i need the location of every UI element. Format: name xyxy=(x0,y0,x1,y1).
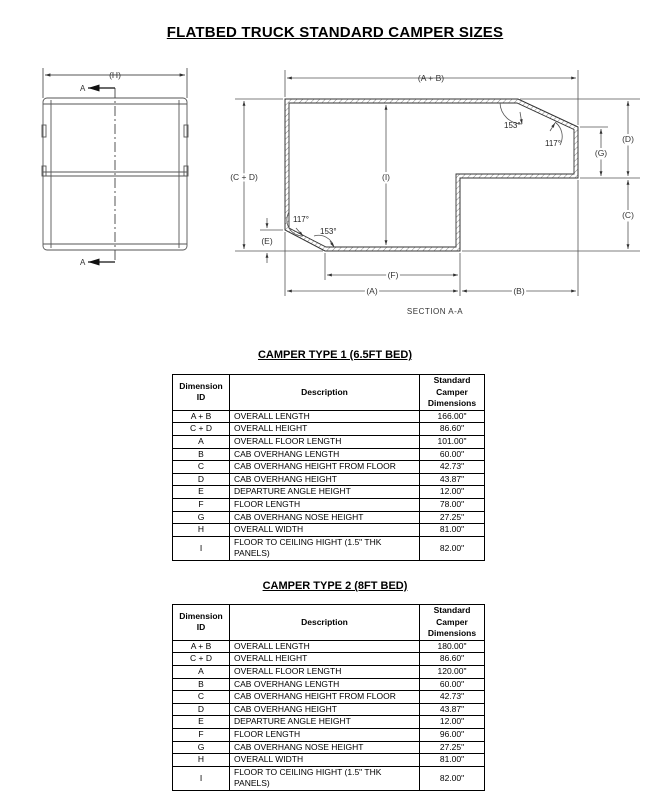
header-standard-dimensions: Standard Camper Dimensions xyxy=(420,375,485,411)
dim-label-g: (G) xyxy=(594,148,608,158)
table-row xyxy=(173,486,485,499)
table-row xyxy=(173,423,485,436)
table-row xyxy=(173,665,485,678)
dim-label-h: (H) xyxy=(109,70,121,80)
table-row xyxy=(173,754,485,767)
cell-dimension-id: G xyxy=(173,741,230,754)
cell-description: DEPARTURE ANGLE HEIGHT xyxy=(230,716,420,729)
spec-table-type-1 xyxy=(172,374,485,561)
cell-dimension-id: A + B xyxy=(173,640,230,653)
table-row xyxy=(173,461,485,474)
cell-description: OVERALL HEIGHT xyxy=(230,423,420,436)
cell-value: 81.00" xyxy=(420,754,485,767)
front-view xyxy=(42,68,188,262)
dim-label-cd: (C + D) xyxy=(230,172,258,182)
cell-value: 60.00" xyxy=(420,448,485,461)
angle-117-top: 117° xyxy=(545,139,561,148)
dim-label-ab: (A + B) xyxy=(417,73,445,83)
header-dimension-id: Dimension ID xyxy=(173,605,230,641)
technical-drawing xyxy=(0,0,670,330)
cell-value: 86.60" xyxy=(420,653,485,666)
cell-description: FLOOR TO CEILING HIGHT (1.5" THK PANELS) xyxy=(230,766,420,790)
cell-value: 42.73" xyxy=(420,461,485,474)
table-row xyxy=(173,524,485,537)
cell-value: 86.60" xyxy=(420,423,485,436)
angle-117-bottom: 117° xyxy=(293,215,309,224)
table-row xyxy=(173,766,485,790)
cell-dimension-id: E xyxy=(173,486,230,499)
cell-value: 96.00" xyxy=(420,728,485,741)
table-row xyxy=(173,536,485,560)
cell-description: OVERALL LENGTH xyxy=(230,410,420,423)
cell-value: 166.00" xyxy=(420,410,485,423)
table-row xyxy=(173,678,485,691)
table-body xyxy=(173,410,485,560)
page-title: FLATBED TRUCK STANDARD CAMPER SIZES xyxy=(166,24,504,41)
table-row xyxy=(173,728,485,741)
cell-description: CAB OVERHANG HEIGHT FROM FLOOR xyxy=(230,461,420,474)
table-row xyxy=(173,691,485,704)
cell-value: 43.87" xyxy=(420,473,485,486)
cell-value: 12.00" xyxy=(420,716,485,729)
cell-description: CAB OVERHANG NOSE HEIGHT xyxy=(230,741,420,754)
cell-description: CAB OVERHANG HEIGHT xyxy=(230,703,420,716)
cell-value: 180.00" xyxy=(420,640,485,653)
cell-dimension-id: H xyxy=(173,754,230,767)
cell-dimension-id: G xyxy=(173,511,230,524)
cell-dimension-id: D xyxy=(173,473,230,486)
cell-dimension-id: I xyxy=(173,536,230,560)
dim-label-d: (D) xyxy=(622,134,634,144)
cell-description: FLOOR LENGTH xyxy=(230,728,420,741)
cell-description: CAB OVERHANG HEIGHT FROM FLOOR xyxy=(230,691,420,704)
cell-dimension-id: B xyxy=(173,448,230,461)
dim-label-b: (B) xyxy=(513,286,525,296)
cell-value: 43.87" xyxy=(420,703,485,716)
cell-dimension-id: I xyxy=(173,766,230,790)
table-2-title: CAMPER TYPE 2 (8FT BED) xyxy=(262,580,408,592)
dim-label-c: (C) xyxy=(622,210,634,220)
cell-dimension-id: E xyxy=(173,716,230,729)
header-description: Description xyxy=(230,375,420,411)
cell-description: CAB OVERHANG NOSE HEIGHT xyxy=(230,511,420,524)
table-row xyxy=(173,498,485,511)
dim-label-e: (E) xyxy=(261,236,273,246)
cell-dimension-id: B xyxy=(173,678,230,691)
cell-dimension-id: C + D xyxy=(173,653,230,666)
angle-153-top: 153° xyxy=(504,121,521,130)
cell-description: DEPARTURE ANGLE HEIGHT xyxy=(230,486,420,499)
cell-description: OVERALL FLOOR LENGTH xyxy=(230,665,420,678)
dim-label-i: (I) xyxy=(381,172,391,182)
cell-value: 12.00" xyxy=(420,486,485,499)
cell-dimension-id: F xyxy=(173,498,230,511)
cell-dimension-id: A xyxy=(173,435,230,448)
section-marker-top: A xyxy=(80,84,86,93)
cell-value: 82.00" xyxy=(420,766,485,790)
section-label: SECTION A-A xyxy=(406,307,464,316)
cell-description: CAB OVERHANG LENGTH xyxy=(230,448,420,461)
cell-dimension-id: A xyxy=(173,665,230,678)
cell-dimension-id: C xyxy=(173,461,230,474)
cell-description: FLOOR LENGTH xyxy=(230,498,420,511)
cell-value: 120.00" xyxy=(420,665,485,678)
table-row xyxy=(173,511,485,524)
header-dimension-id: Dimension ID xyxy=(173,375,230,411)
section-marker-bottom: A xyxy=(80,258,86,267)
dim-label-a: (A) xyxy=(366,286,378,296)
cell-dimension-id: C + D xyxy=(173,423,230,436)
cell-value: 78.00" xyxy=(420,498,485,511)
cell-value: 60.00" xyxy=(420,678,485,691)
table-body xyxy=(173,640,485,790)
cell-dimension-id: F xyxy=(173,728,230,741)
cell-value: 42.73" xyxy=(420,691,485,704)
table-row xyxy=(173,703,485,716)
spec-table-type-2 xyxy=(172,604,485,791)
cell-description: OVERALL HEIGHT xyxy=(230,653,420,666)
cell-value: 101.00" xyxy=(420,435,485,448)
table-row xyxy=(173,410,485,423)
cell-description: CAB OVERHANG HEIGHT xyxy=(230,473,420,486)
cell-dimension-id: H xyxy=(173,524,230,537)
cell-description: OVERALL WIDTH xyxy=(230,524,420,537)
header-description: Description xyxy=(230,605,420,641)
cell-value: 27.25" xyxy=(420,511,485,524)
angle-153-bottom: 153° xyxy=(320,227,337,236)
table-row xyxy=(173,653,485,666)
cell-description: OVERALL WIDTH xyxy=(230,754,420,767)
cell-description: CAB OVERHANG LENGTH xyxy=(230,678,420,691)
table-row xyxy=(173,435,485,448)
table-row xyxy=(173,716,485,729)
cell-description: OVERALL FLOOR LENGTH xyxy=(230,435,420,448)
header-standard-dimensions: Standard Camper Dimensions xyxy=(420,605,485,641)
table-row xyxy=(173,448,485,461)
cell-value: 81.00" xyxy=(420,524,485,537)
cell-value: 27.25" xyxy=(420,741,485,754)
table-row xyxy=(173,741,485,754)
cell-dimension-id: D xyxy=(173,703,230,716)
cell-dimension-id: A + B xyxy=(173,410,230,423)
cell-dimension-id: C xyxy=(173,691,230,704)
cell-value: 82.00" xyxy=(420,536,485,560)
dim-label-f: (F) xyxy=(387,270,399,280)
table-row xyxy=(173,473,485,486)
table-row xyxy=(173,640,485,653)
cell-description: OVERALL LENGTH xyxy=(230,640,420,653)
table-1-title: CAMPER TYPE 1 (6.5FT BED) xyxy=(257,349,413,361)
cell-description: FLOOR TO CEILING HIGHT (1.5" THK PANELS) xyxy=(230,536,420,560)
